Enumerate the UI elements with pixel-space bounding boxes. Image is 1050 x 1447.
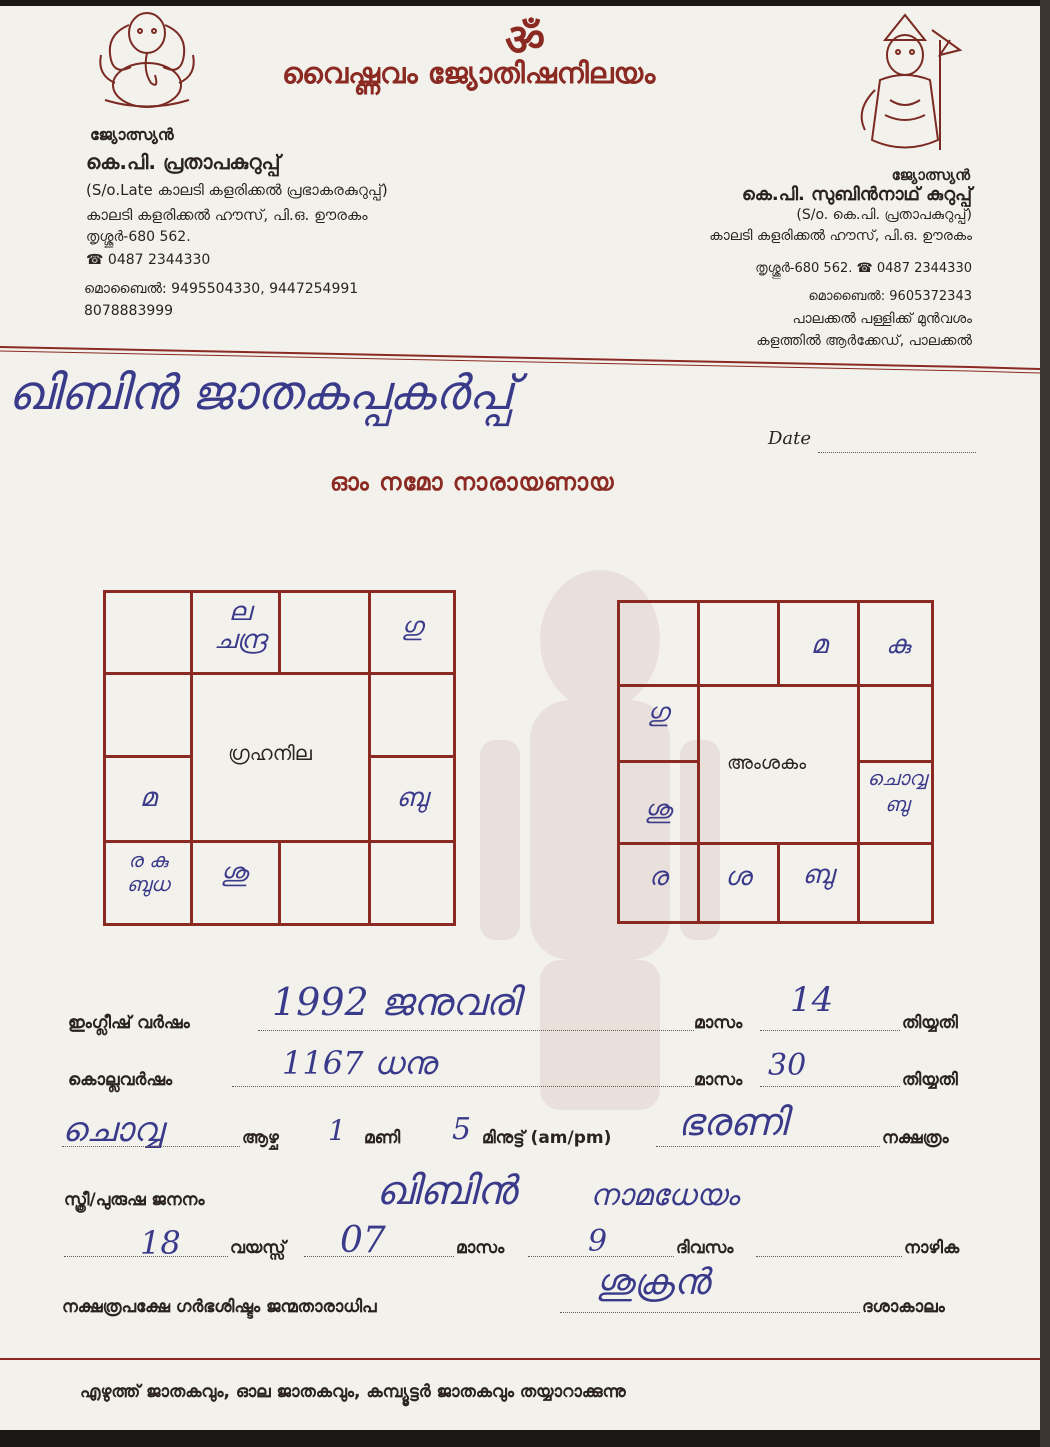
right-city-phone: തൃശ്ശൂർ-680 562. ☎ 0487 2344330	[755, 261, 972, 276]
kollam-date-value: 30	[768, 1048, 807, 1083]
navamsa-cell: ഗു	[647, 698, 669, 728]
gender-birth-label: സ്ത്രീ/പുരുഷ ജനനം	[64, 1190, 205, 1210]
navamsa-cell: മ	[810, 630, 828, 660]
days-label: ദിവസം	[676, 1238, 734, 1258]
dasha-period-label: ദശാകാലം	[862, 1297, 945, 1317]
weekday-label: ആഴ്ച	[242, 1128, 279, 1148]
child-name-value: ഖിബിൻ	[376, 1168, 517, 1214]
naming-ceremony-value: നാമധേയം	[590, 1178, 739, 1213]
murugan-logo-icon	[840, 10, 970, 160]
months-label: മാസം	[456, 1238, 505, 1258]
right-mobile: മൊബൈൽ: 9605372343	[808, 289, 972, 304]
right-address: കാലടി കളരിക്കൽ ഹൗസ്, പി.ഒ. ഊരകം	[709, 228, 972, 244]
nakshatra-label: നക്ഷത്രം	[882, 1128, 949, 1148]
kollam-year-value: 1167 ധനു	[282, 1044, 437, 1082]
rasi-cell: മ	[139, 783, 157, 813]
right-designation: ജ്യോത്സ്യൻ	[891, 166, 970, 184]
left-address: കാലടി കളരിക്കൽ ഹൗസ്, പി.ഒ. ഊരകം	[86, 206, 368, 224]
month-label: മാസം	[694, 1070, 743, 1090]
establishment-title: വൈഷ്ണവം ജ്യോതിഷനിലയം	[282, 56, 656, 90]
rasi-chart-title: ഗ്രഹനില	[228, 741, 312, 765]
page-bottom-edge	[0, 1430, 1050, 1447]
hour-label: മണി	[364, 1128, 401, 1148]
date-label: Date	[768, 428, 812, 449]
navamsa-cell: ശു	[644, 795, 672, 825]
rasi-cell: ല ചന്ദ്ര	[213, 597, 267, 655]
left-mobile-2: 8078883999	[84, 303, 174, 319]
rasi-cell: ര കു ബുധ	[126, 848, 170, 896]
navamsa-cell: ചൊവ്വ ബു	[867, 766, 927, 816]
date-line	[818, 452, 976, 453]
minute-value: 5	[452, 1112, 472, 1147]
date-word-label: തിയ്യതി	[902, 1013, 958, 1033]
nakshatra-value: ഭരണി	[678, 1100, 787, 1144]
right-office-line2: കളത്തിൽ ആർക്കേഡ്, പാലക്കൽ	[756, 333, 972, 349]
left-name: കെ.പി. പ്രതാപകുറുപ്പ്	[86, 150, 281, 174]
age-days-value: 9	[588, 1224, 608, 1259]
navamsa-cell: കു	[885, 630, 911, 660]
left-city: തൃശ്ശൂർ-680 562.	[86, 229, 191, 245]
rasi-cell: ബു	[396, 783, 428, 813]
phone-icon: ☎	[856, 261, 873, 276]
rasi-cell: ശു	[220, 858, 248, 888]
age-months-value: 07	[340, 1220, 386, 1261]
right-office-line1: പാലക്കൽ പള്ളിക്ക് മുൻവശം	[792, 311, 972, 327]
phone-icon: ☎	[86, 252, 104, 268]
month-label: മാസം	[694, 1013, 743, 1033]
left-mobile: മൊബൈൽ: 9495504330, 9447254991	[84, 281, 359, 297]
rasi-cell: ഗു	[401, 612, 423, 642]
left-designation: ജ്യോത്സ്യൻ	[90, 125, 174, 144]
english-date-value: 14	[790, 980, 834, 1020]
navamsa-cell: ര	[648, 862, 668, 892]
right-name: കെ.പി. സുബിൻനാഥ് കുറുപ്പ്	[741, 184, 972, 205]
age-years-value: 18	[140, 1224, 181, 1262]
dasha-lord-value: ശുക്രൻ	[596, 1262, 710, 1303]
right-parentage: (S/o. കെ.പി. പ്രതാപകുറുപ്പ്)	[796, 207, 972, 223]
navamsa-cell: ബു	[802, 860, 834, 890]
handwritten-heading: ഖിബിൻ ജാതകപ്പകർപ്പ്	[8, 365, 514, 421]
nazhika-label: നാഴിക	[904, 1238, 960, 1258]
footer-tagline: എഴുത്ത് ജാതകവും, ഓല ജാതകവും, കമ്പ്യൂട്ടർ ജാതകവും തയ്യാറാക്കുന്നു	[80, 1382, 626, 1402]
english-year-label: ഇംഗ്ലീഷ് വർഷം	[68, 1013, 190, 1033]
left-parentage: (S/o.Late കാലടി കളരിക്കൽ പ്രഭാകരകുറുപ്പ്)	[86, 181, 388, 199]
footer-divider	[0, 1358, 1040, 1360]
left-phone: ☎ 0487 2344330	[86, 252, 211, 268]
weekday-value: ചൊവ്വ	[62, 1110, 163, 1150]
date-word-label: തിയ്യതി	[902, 1070, 958, 1090]
om-symbol: ॐ	[505, 15, 546, 66]
english-year-value: 1992 ജനുവരി	[272, 980, 520, 1024]
invocation: ഓം നമോ നാരായണായ	[330, 468, 615, 496]
page-right-edge	[1040, 0, 1050, 1447]
kollam-year-label: കൊല്ലവർഷം	[68, 1070, 173, 1090]
navamsa-chart-title: അംശകം	[727, 752, 807, 774]
age-label: വയസ്സ്	[230, 1238, 286, 1258]
ganesha-logo-icon	[85, 5, 210, 115]
navamsa-cell: ശ	[724, 862, 752, 892]
minute-ampm-label: മിനുട്ട് (am/pm)	[482, 1128, 612, 1148]
hour-value: 1	[328, 1114, 346, 1147]
dasha-info-label: നക്ഷത്രപക്ഷേ ഗർഭശിഷ്ടം ജന്മതാരാധിപ	[62, 1297, 377, 1317]
